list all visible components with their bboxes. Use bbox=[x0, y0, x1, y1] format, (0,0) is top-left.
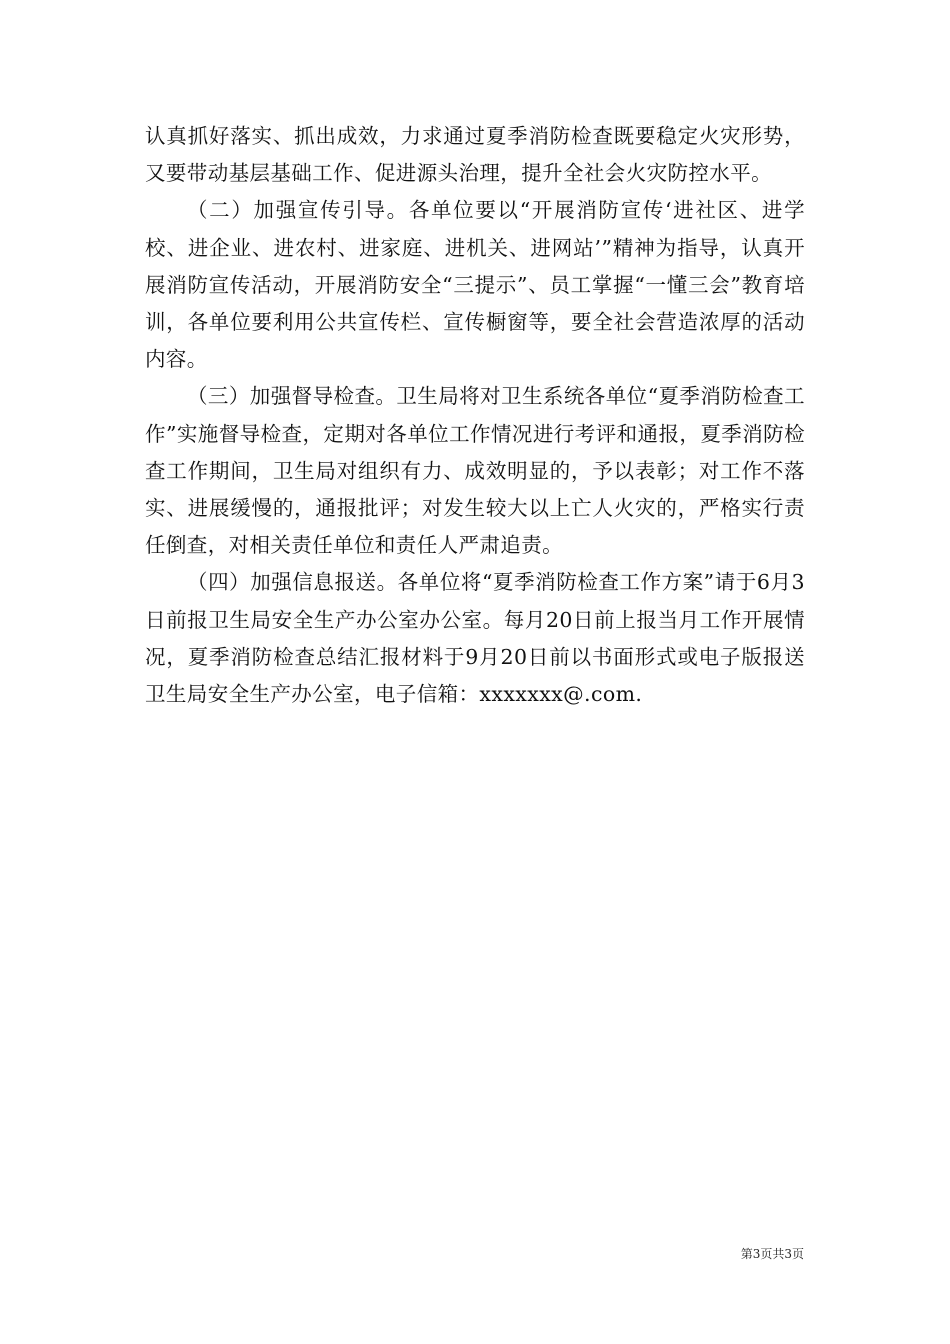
paragraph-supervision: （三）加强督导检查。卫生局将对卫生系统各单位“夏季消防检查工作”实施督导检查，定期对各单位工作情况进行考评和通报，夏季消防检查工作期间，卫生局对组织有力、成效明显的，予以表彰；对工作不落实、进展缓慢的，通报批评；对发生较大以上亡人火灾的，严格实行责任倒查，对相关责任单位和责任人严肃追责。 bbox=[145, 384, 805, 558]
page-number-footer: 第3页共3页 bbox=[740, 1247, 804, 1261]
paragraph-continuation: 认真抓好落实、抓出成效，力求通过夏季消防检查既要稳定火灾形势，又要带动基层基础工作、促进源头治理，提升全社会火灾防控水平。 bbox=[145, 124, 805, 186]
document-body bbox=[145, 118, 805, 713]
paragraph-reporting: （四）加强信息报送。各单位将“夏季消防检查工作方案”请于6月3日前报卫生局安全生产办公室办公室。每月20日前上报当月工作开展情况，夏季消防检查总结汇报材料于9月20日前以书面形式或电子版报送卫生局安全生产办公室，电子信箱：xxxxxxx@.com. bbox=[145, 570, 805, 707]
paragraph-publicity: （二）加强宣传引导。各单位要以“开展消防宣传‘进社区、进学校、进企业、进农村、进家庭、进机关、进网站’”精神为指导，认真开展消防宣传活动，开展消防安全“三提示”、员工掌握“一懂三会”教育培训，各单位要利用公共宣传栏、宣传橱窗等，要全社会营造浓厚的活动内容。 bbox=[145, 198, 805, 372]
